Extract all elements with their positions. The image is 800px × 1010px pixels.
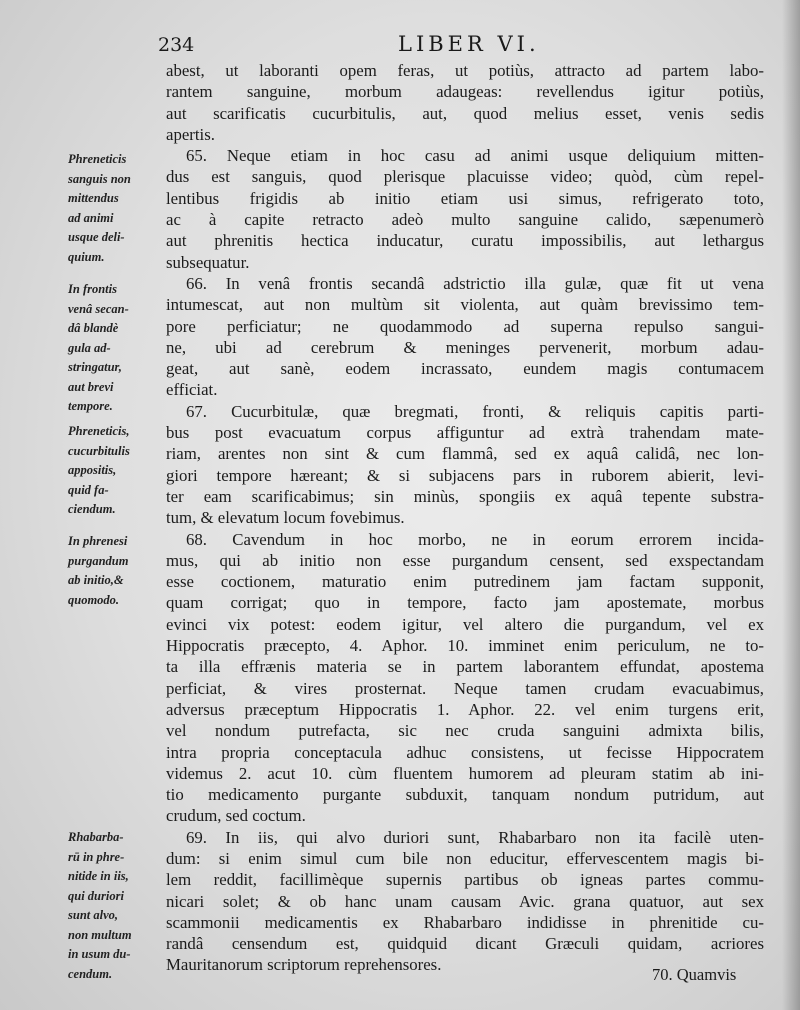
text-line: tum, & elevatum locum fovebimus. (166, 508, 405, 528)
margin-note-line: non multum (68, 927, 132, 942)
text-line: 67. Cucurbitulæ, quæ bregmati, fronti, & reliquis capitis parti- (186, 401, 764, 421)
margin-note-line: appositis, (68, 463, 117, 477)
margin-note-line: quomodo. (68, 592, 120, 607)
margin-note (68, 150, 164, 267)
running-head: LIBER VI. (398, 32, 540, 56)
margin-note-line: ad animi (68, 210, 114, 225)
margin-note (68, 422, 164, 520)
margin-note-line: sanguis non (68, 171, 131, 186)
margin-note-line: qui duriori (68, 888, 124, 903)
text-line: subsequatur. (166, 252, 250, 272)
text-line: dum: si enim simul cum bile non educitur, effervescentem magis bi- (166, 848, 764, 868)
body-text (166, 60, 764, 976)
margin-note-line: rū in phre- (68, 849, 125, 864)
text-line: lem reddit, facillimèque supernis partibus ob igneas partes commu- (166, 870, 764, 890)
margin-note-line: tempore. (68, 399, 113, 413)
text-line: aut scarificatis cucurbitulis, aut, quod melius esset, venis sedis (166, 103, 764, 123)
text-line: Mauritanorum scriptorum reprehensores. (166, 955, 442, 975)
margin-note-line: usque deli- (68, 230, 125, 244)
margin-note-line: In phrenesi (68, 534, 128, 548)
text-line: riam, arentes non sint & cum flammâ, sed ex aquâ calidâ, nec lon- (166, 444, 764, 464)
page-number: 234 (158, 34, 195, 56)
text-line: adversus præceptum Hippocratis 1. Aphor. 22. vel enim turgens erit, (166, 699, 764, 719)
margin-note-line: ciendum. (68, 502, 116, 516)
text-line: crudum, sed coctum. (166, 806, 306, 826)
margin-note-line: Phreneticis, (68, 424, 130, 438)
text-line: dus est sanguis, quod plerisque placuisse video; quòd, cùm repel- (166, 167, 764, 187)
text-line: 65. Neque etiam in hoc casu ad animi usque deliquium mitten- (186, 146, 764, 166)
margin-note-line: In frontis (68, 282, 117, 296)
text-line: lentibus frigidis ab initio etiam usi simus, refrigerato toto, (166, 188, 764, 208)
margin-note-line: in usum du- (68, 947, 131, 961)
margin-note-line: cendum. (68, 966, 113, 981)
margin-note-line: quid fa- (68, 482, 109, 497)
margin-note-line: gula ad- (68, 340, 111, 355)
text-line: Hippocratis præcepto, 4. Aphor. 10. imminet enim periculum, ne to- (166, 636, 764, 656)
text-line: ac à capite retracto adeò multo sanguine calido, sæpenumerò (166, 210, 764, 230)
margin-note-line: quium. (68, 249, 105, 264)
text-line: intumescat, aut non multùm sit violenta, aut quàm brevissimo tem- (166, 295, 764, 315)
margin-note (68, 828, 164, 984)
text-line: mus, qui ab initio non esse purgandum censent, sed exspectandam (166, 550, 764, 570)
text-line: rantem sanguine, morbum adaugeas: revellendus igitur potiùs, (166, 82, 764, 102)
text-line: evinci vix potest: eodem igitur, vel altero die purgandum, vel ex (166, 614, 764, 634)
margin-note-line: ab initio,& (68, 573, 124, 587)
page-edge-shadow (782, 0, 800, 1010)
margin-note-line: venâ secan- (68, 301, 129, 316)
text-line: ter eam scarificabimus; sin minùs, spongiis ex aquâ tepente substra- (166, 486, 764, 506)
margin-note (68, 532, 164, 610)
margin-note-line: sunt alvo, (68, 908, 119, 922)
text-line: quam corrigat; quo in tempore, facto jam apostemate, morbus (166, 593, 764, 613)
margin-note-line: aut brevi (68, 379, 114, 394)
text-line: abest, ut laboranti opem feras, ut potiùs, attracto ad partem labo- (166, 61, 764, 80)
text-line: esse coctionem, maturatio enim putredinem jam factam supponit, (166, 572, 764, 592)
text-line: geat, aut sanè, eodem incrassato, eundem magis contumacem (166, 359, 764, 379)
text-line: randâ censendum est, quidquid dicant Græculi quidam, acriores (166, 934, 764, 954)
text-line: bus post evacuatum corpus affiguntur ad extrà trahendam mate- (166, 423, 764, 443)
text-line: intra propria conceptacula adhuc consistens, ut fecisse Hippocratem (166, 742, 764, 762)
text-line: tio medicamento purgante subduxit, tanquam nondum putridum, aut (166, 785, 764, 805)
text-line: vel nondum putrefacta, sic nec cruda sanguini admixta bilis, (166, 721, 764, 741)
text-line: 66. In venâ frontis secandâ adstrictio illa gulæ, quæ fit ut vena (186, 273, 764, 293)
text-line: aut phrenitis hectica inducatur, curatu impossibilis, aut lethargus (166, 231, 764, 251)
catchword: 70. Quamvis (652, 965, 737, 984)
text-line: efficiat. (166, 380, 218, 400)
margin-note-line: cucurbitulis (68, 443, 130, 458)
margin-note-line: Rhabarba- (68, 830, 124, 844)
text-line: 69. In iis, qui alvo duriori sunt, Rhabarbaro non ita facilè uten- (186, 827, 764, 847)
text-line: ne, ubi ad cerebrum & meninges pervenerit, morbum adau- (166, 337, 764, 357)
margin-note-line: Phreneticis (68, 152, 127, 166)
margin-note-line: dâ blandè (68, 321, 119, 335)
text-line: giori tempore hæreant; & si subjacens pars in ruborem abierit, levi- (166, 465, 764, 485)
text-line: videmus 2. acut 10. cùm fluentem humorem ad pleuram statim ab ini- (166, 763, 764, 783)
margin-note-line: nitide in iis, (68, 869, 129, 883)
text-line: apertis. (166, 124, 215, 144)
text-line: pore perficiatur; ne quodammodo ad superna repulso sangui- (166, 316, 764, 336)
text-line: 68. Cavendum in hoc morbo, ne in eorum errorem incida- (186, 529, 764, 549)
text-line: nicari solet; & ob hanc unam causam Avic. grana quatuor, aut sex (166, 891, 764, 911)
margin-note-line: purgandum (68, 553, 129, 568)
text-line: ta illa effrænis materia se in partem laborantem effundat, apostema (166, 657, 764, 677)
text-line: scammonii medicamentis ex Rhabarbaro indidisse in phrenitide cu- (166, 912, 764, 932)
margin-note (68, 280, 164, 417)
text-line: perficiat, & vires prosternat. Neque tamen crudam evacuabimus, (166, 678, 764, 698)
margin-note-line: stringatur, (68, 360, 122, 374)
margin-note-line: mittendus (68, 191, 119, 205)
page-header (158, 30, 778, 60)
